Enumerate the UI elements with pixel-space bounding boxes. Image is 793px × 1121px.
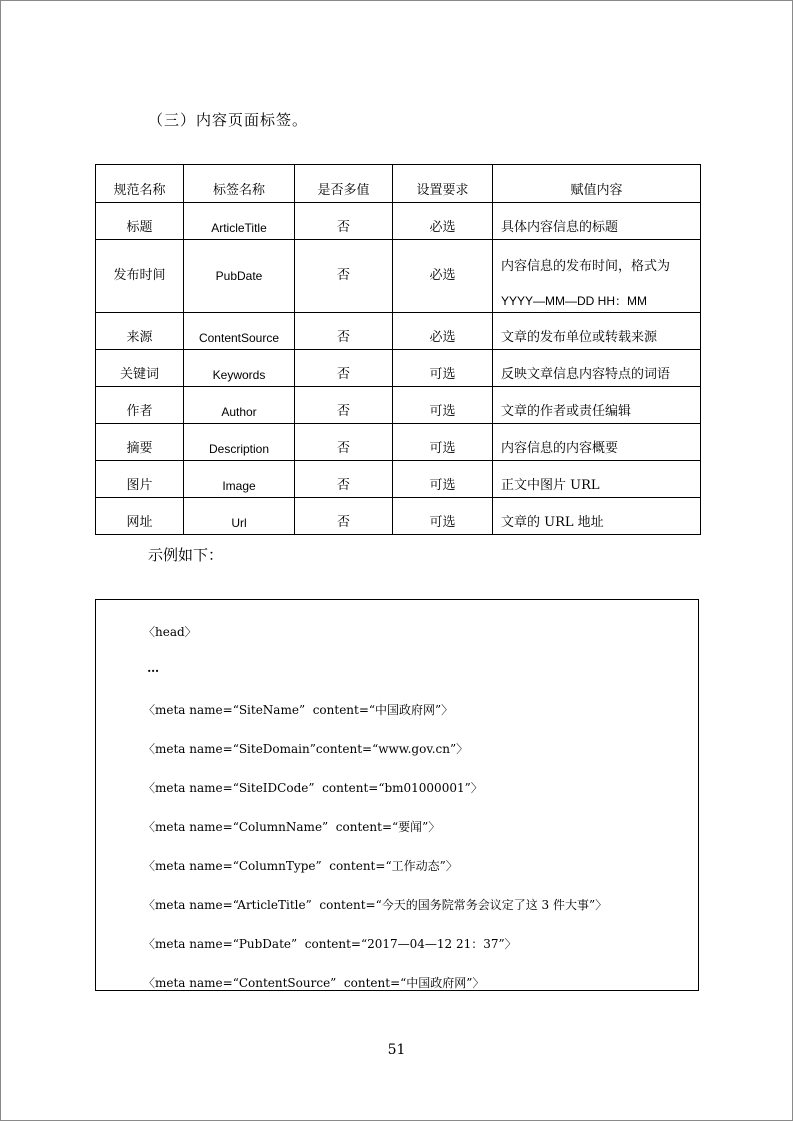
spec-name-cell: 标题 [96,203,184,240]
code-line: 〈meta name=“ArticleTitle” content=“今天的国务院常务会议定了这 3 件大事”〉 [143,898,608,912]
multi-value-cell: 否 [295,203,393,240]
code-line: 〈meta name=“ColumnType” content=“工作动态”〉 [143,859,458,873]
requirement-cell: 可选 [393,461,493,498]
content-page-tags-table [95,164,701,535]
content-cell: 具体内容信息的标题 [493,203,701,240]
content-cell: 正文中图片 URL [493,461,701,498]
code-example-box [95,599,699,991]
table-row [96,350,701,387]
example-intro: 示例如下： [148,546,224,564]
header-cell: 规范名称 [96,165,184,203]
content-cell: 文章的 URL 地址 [493,498,701,535]
code-line: 〈meta name=“PubDate” content=“2017—04—12 21：37”〉 [143,937,517,951]
table-row [96,424,701,461]
tag-name-cell: ArticleTitle [184,203,295,240]
content-cell [493,240,701,313]
spec-name-cell: 发布时间 [96,240,184,313]
requirement-cell: 必选 [393,203,493,240]
table-row [96,240,701,313]
requirement-cell: 可选 [393,350,493,387]
table-row [96,498,701,535]
requirement-cell: 可选 [393,424,493,461]
spec-name-cell: 图片 [96,461,184,498]
content-cell: 反映文章信息内容特点的词语 [493,350,701,387]
spec-name-cell: 来源 [96,313,184,350]
code-line: 〈head〉 [143,625,197,639]
requirement-cell: 可选 [393,387,493,424]
code-line: 〈meta name=“SiteDomain”content=“www.gov.cn”〉 [143,742,469,756]
multi-value-cell: 否 [295,240,393,313]
requirement-cell: 必选 [393,313,493,350]
multi-value-cell: 否 [295,424,393,461]
content-line: YYYY—MM—DD HH：MM [501,294,647,308]
table-row [96,313,701,350]
header-cell: 是否多值 [295,165,393,203]
code-line: 〈meta name=“ColumnName” content=“要闻”〉 [143,820,441,834]
requirement-cell: 可选 [393,498,493,535]
code-line: 〈meta name=“SiteIDCode” content=“bm01000001”〉 [143,781,483,795]
spec-name-cell: 网址 [96,498,184,535]
requirement-cell: 必选 [393,240,493,313]
spec-name-cell: 关键词 [96,350,184,387]
tag-name-cell: Author [184,387,295,424]
multi-value-cell: 否 [295,461,393,498]
header-cell: 标签名称 [184,165,295,203]
content-cell: 文章的作者或责任编辑 [493,387,701,424]
tag-name-cell: ContentSource [184,313,295,350]
multi-value-cell: 否 [295,498,393,535]
spec-name-cell: 摘要 [96,424,184,461]
multi-value-cell: 否 [295,387,393,424]
tag-name-cell: Keywords [184,350,295,387]
content-cell: 文章的发布单位或转载来源 [493,313,701,350]
tag-name-cell: PubDate [184,240,295,313]
table-row [96,203,701,240]
content-cell: 内容信息的内容概要 [493,424,701,461]
content-line: 内容信息的发布时间，格式为 [501,259,671,274]
header-cell: 设置要求 [393,165,493,203]
header-cell: 赋值内容 [493,165,701,203]
page-number: 51 [387,1042,406,1058]
table-row [96,387,701,424]
tag-name-cell: Url [184,498,295,535]
multi-value-cell: 否 [295,313,393,350]
section-title: （三）内容页面标签。 [148,111,309,129]
table-row [96,461,701,498]
code-line: … [143,661,160,675]
multi-value-cell: 否 [295,350,393,387]
tag-name-cell: Image [184,461,295,498]
table-header-row [96,165,701,203]
spec-name-cell: 作者 [96,387,184,424]
tag-name-cell: Description [184,424,295,461]
code-line: 〈meta name=“SiteName” content=“中国政府网”〉 [143,703,454,717]
code-line: 〈meta name=“ContentSource” content=“中国政府网”〉 [143,976,485,990]
